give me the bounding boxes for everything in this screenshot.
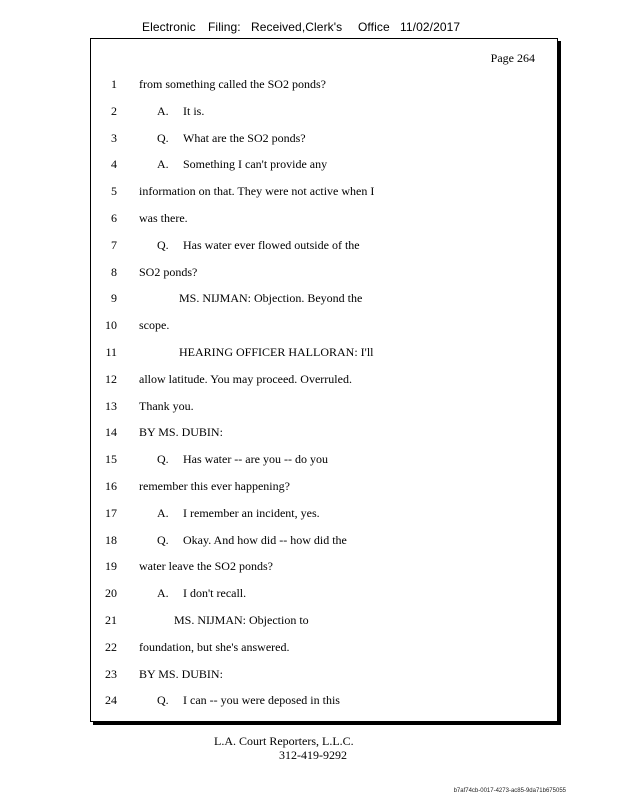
- line-text: [179, 290, 362, 306]
- filing-header-received: Received,Clerk's: [251, 20, 343, 34]
- line-text: [157, 585, 246, 601]
- transcript-line: [91, 76, 557, 92]
- line-body: foundation, but she's answered.: [139, 639, 290, 654]
- transcript-line: [91, 103, 557, 119]
- transcript-line: [91, 264, 557, 280]
- line-body: remember this ever happening?: [139, 479, 290, 493]
- transcript-line: [91, 639, 557, 655]
- line-body: I remember an incident, yes.: [183, 505, 320, 520]
- line-text: [139, 398, 194, 414]
- line-text: [174, 612, 309, 628]
- line-text: [157, 532, 347, 548]
- line-text: [139, 371, 352, 387]
- line-text: [139, 76, 326, 92]
- transcript-line: [91, 237, 557, 253]
- line-text: [139, 558, 273, 574]
- qa-mark: Q.: [157, 693, 169, 708]
- qa-mark: Q.: [157, 237, 169, 252]
- line-number: 7: [111, 237, 117, 252]
- qa-mark: A.: [157, 103, 169, 118]
- line-text: [139, 183, 374, 199]
- line-text: [157, 156, 327, 172]
- qa-mark: Q.: [157, 532, 169, 547]
- qa-mark: A.: [157, 505, 169, 520]
- line-text: [139, 210, 188, 226]
- transcript-line: [91, 505, 557, 521]
- transcript-line: [91, 210, 557, 226]
- line-number: 6: [111, 211, 117, 225]
- line-body: What are the SO2 ponds?: [183, 130, 306, 145]
- line-body: BY MS. DUBIN:: [139, 425, 223, 440]
- transcript-line: [91, 344, 557, 360]
- line-text: [139, 639, 289, 655]
- transcript-line: [91, 558, 557, 574]
- line-text: [157, 103, 204, 119]
- line-body: HEARING OFFICER HALLORAN: I'll: [179, 345, 374, 359]
- transcript-line: [91, 585, 557, 601]
- line-number: 3: [111, 130, 117, 145]
- transcript-line: [91, 478, 557, 494]
- transcript-line: [91, 156, 557, 172]
- line-number: 14: [105, 425, 117, 440]
- transcript-line: [91, 666, 557, 682]
- transcript-line: [91, 290, 557, 306]
- line-number: 23: [105, 666, 117, 681]
- transcript-line: [91, 130, 557, 146]
- line-number: 11: [105, 345, 117, 359]
- line-number: 8: [111, 264, 117, 279]
- line-number: 9: [111, 291, 117, 306]
- qa-mark: A.: [157, 157, 169, 172]
- line-text: [139, 478, 290, 494]
- line-body: was there.: [139, 211, 188, 225]
- line-body: allow latitude. You may proceed. Overruled.: [139, 371, 352, 386]
- qa-mark: Q.: [157, 130, 169, 145]
- line-body: from something called the SO2 ponds?: [139, 77, 326, 91]
- line-number: 13: [105, 398, 117, 413]
- qa-mark: Q.: [157, 452, 169, 467]
- transcript-line: [91, 692, 557, 708]
- transcript-line: [91, 371, 557, 387]
- line-body: water leave the SO2 ponds?: [139, 559, 273, 574]
- line-text: [157, 237, 360, 253]
- line-body: I can -- you were deposed in this: [183, 693, 340, 708]
- line-body: Something I can't provide any: [183, 157, 328, 172]
- line-number: 1: [111, 77, 117, 91]
- line-body: It is.: [183, 103, 205, 118]
- filing-header-filing: Filing:: [208, 20, 241, 34]
- document-id: b7af74cb-0017-4273-ac85-9da71b675055: [453, 788, 566, 794]
- line-number: 10: [105, 318, 117, 333]
- line-text: [157, 692, 340, 708]
- line-body: MS. NIJMAN: Objection to: [174, 613, 309, 627]
- qa-mark: A.: [157, 586, 169, 601]
- line-body: Has water -- are you -- do you: [183, 452, 328, 467]
- line-body: MS. NIJMAN: Objection. Beyond the: [179, 291, 363, 306]
- page-number: Page 264: [490, 51, 535, 65]
- line-body: scope.: [139, 318, 170, 333]
- line-text: [139, 666, 223, 682]
- line-body: BY MS. DUBIN:: [139, 666, 223, 681]
- line-number: 12: [105, 371, 117, 386]
- filing-header-electronic: Electronic: [142, 20, 196, 34]
- line-number: 5: [111, 184, 117, 199]
- line-body: Has water ever flowed outside of the: [183, 237, 360, 252]
- transcript-line: [91, 612, 557, 628]
- filing-header-office: Office: [358, 20, 390, 34]
- line-text: [157, 451, 328, 467]
- footer-phone: 312-419-9292: [279, 748, 347, 762]
- line-text: [179, 344, 374, 360]
- filing-header-date: 11/02/2017: [400, 20, 461, 34]
- line-text: [139, 317, 169, 333]
- transcript-line: [91, 398, 557, 414]
- line-body: Thank you.: [139, 398, 194, 413]
- transcript-line: [91, 183, 557, 199]
- line-number: 15: [105, 452, 117, 467]
- line-number: 18: [105, 532, 117, 547]
- line-number: 16: [105, 479, 117, 493]
- line-number: 19: [105, 559, 117, 574]
- footer-company: L.A. Court Reporters, L.L.C.: [214, 734, 354, 748]
- line-number: 24: [105, 693, 117, 708]
- line-number: 22: [105, 639, 117, 654]
- line-body: information on that. They were not active when I: [139, 184, 375, 199]
- line-text: [157, 130, 306, 146]
- line-text: [157, 505, 320, 521]
- line-text: [139, 264, 197, 280]
- transcript-page: [90, 38, 558, 722]
- line-body: SO2 ponds?: [139, 264, 198, 279]
- line-number: 21: [105, 613, 117, 627]
- line-number: 2: [111, 103, 117, 118]
- transcript-line: [91, 532, 557, 548]
- transcript-line: [91, 424, 557, 440]
- line-text: [139, 424, 223, 440]
- line-body: I don't recall.: [183, 586, 247, 601]
- line-body: Okay. And how did -- how did the: [183, 532, 347, 547]
- line-number: 20: [105, 586, 117, 601]
- transcript-line: [91, 451, 557, 467]
- transcript-line: [91, 317, 557, 333]
- line-number: 17: [105, 505, 117, 520]
- line-number: 4: [111, 157, 117, 172]
